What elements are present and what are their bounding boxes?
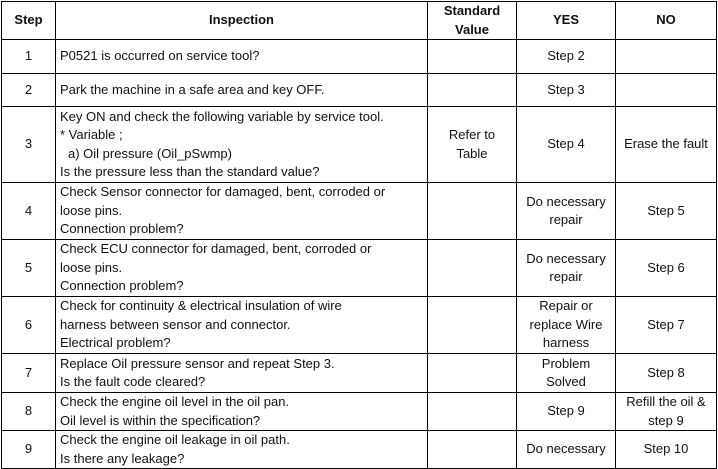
no-cell: Step 8 xyxy=(616,354,717,393)
step-number: 2 xyxy=(2,74,56,107)
table-row xyxy=(2,74,717,107)
no-cell: Step 7 xyxy=(616,297,717,354)
standard-value-cell xyxy=(428,74,517,107)
inspection-line: P0521 is occurred on service tool? xyxy=(60,48,260,64)
inspection-cell xyxy=(56,354,428,393)
inspection-line: Electrical problem? xyxy=(60,335,171,351)
inspection-line: Connection problem? xyxy=(60,221,184,237)
troubleshooting-table xyxy=(1,1,717,469)
step-number: 4 xyxy=(2,183,56,240)
no-cell: Step 5 xyxy=(616,183,717,240)
header-standard-value: Standard Value xyxy=(428,2,517,40)
yes-cell: Step 9 xyxy=(517,393,616,431)
standard-value-cell: Refer to Table xyxy=(428,107,517,183)
no-cell xyxy=(616,74,717,107)
step-number: 7 xyxy=(2,354,56,393)
yes-cell: Step 2 xyxy=(517,40,616,74)
inspection-line: Replace Oil pressure sensor and repeat Step 3. xyxy=(60,355,335,371)
step-number: 9 xyxy=(2,431,56,469)
header-inspection: Inspection xyxy=(56,2,428,40)
table-row xyxy=(2,393,717,431)
header-row xyxy=(2,2,717,40)
header-no: NO xyxy=(616,2,717,40)
standard-value-cell xyxy=(428,240,517,297)
inspection-line: Check the engine oil level in the oil pan. xyxy=(60,394,290,409)
header-step: Step xyxy=(2,2,56,40)
table-row xyxy=(2,354,717,393)
inspection-line: harness between sensor and connector. xyxy=(60,316,291,332)
inspection-cell xyxy=(56,107,428,183)
inspection-cell xyxy=(56,297,428,354)
no-cell xyxy=(616,40,717,74)
table-row xyxy=(2,183,717,240)
standard-value-cell xyxy=(428,431,517,469)
standard-value-cell xyxy=(428,40,517,74)
step-number: 1 xyxy=(2,40,56,74)
no-cell: Step 6 xyxy=(616,240,717,297)
step-number: 5 xyxy=(2,240,56,297)
inspection-line: Park the machine in a safe area and key OFF. xyxy=(60,81,325,97)
no-cell: Refill the oil & step 9 xyxy=(616,393,717,431)
inspection-line: loose pins. xyxy=(60,259,123,275)
standard-value-cell xyxy=(428,183,517,240)
table-row xyxy=(2,240,717,297)
yes-cell: Repair or replace Wire harness xyxy=(517,297,616,354)
inspection-line: * Variable ; xyxy=(60,127,123,142)
inspection-cell xyxy=(56,431,428,469)
standard-value-cell xyxy=(428,393,517,431)
header-yes: YES xyxy=(517,2,616,40)
standard-value-cell xyxy=(428,354,517,393)
yes-cell: Step 4 xyxy=(517,107,616,183)
inspection-line: loose pins. xyxy=(60,202,123,218)
inspection-cell xyxy=(56,240,428,297)
inspection-cell xyxy=(56,393,428,431)
table-row xyxy=(2,431,717,469)
step-number: 3 xyxy=(2,107,56,183)
inspection-line: Key ON and check the following variable by service tool. xyxy=(60,108,384,124)
no-cell: Step 10 xyxy=(616,431,717,469)
yes-cell: Problem Solved xyxy=(517,354,616,393)
inspection-line: Check the engine oil leakage in oil path. xyxy=(60,432,290,447)
step-number: 8 xyxy=(2,393,56,431)
yes-cell: Do necessary repair xyxy=(517,183,616,240)
inspection-line: Oil level is within the specification? xyxy=(60,412,261,428)
inspection-line: Is the fault code cleared? xyxy=(60,374,206,389)
yes-cell: Do necessary repair xyxy=(517,240,616,297)
yes-cell: Step 3 xyxy=(517,74,616,107)
inspection-cell xyxy=(56,40,428,74)
inspection-line: Is there any leakage? xyxy=(60,450,185,466)
inspection-line: Check Sensor connector for damaged, bent, corroded or xyxy=(60,184,386,200)
inspection-line: a) Oil pressure (Oil_pSwmp) xyxy=(68,145,232,161)
inspection-cell xyxy=(56,183,428,240)
step-number: 6 xyxy=(2,297,56,354)
inspection-line: Connection problem? xyxy=(60,278,184,294)
inspection-line: Is the pressure less than the standard value? xyxy=(60,164,320,179)
table-row xyxy=(2,297,717,354)
no-cell: Erase the fault xyxy=(616,107,717,183)
standard-value-cell xyxy=(428,297,517,354)
inspection-line: Check ECU connector for damaged, bent, corroded or xyxy=(60,241,372,257)
table-row xyxy=(2,107,717,183)
inspection-line: Check for continuity & electrical insulation of wire xyxy=(60,298,342,314)
inspection-cell xyxy=(56,74,428,107)
yes-cell: Do necessary xyxy=(517,431,616,469)
table-row xyxy=(2,40,717,74)
